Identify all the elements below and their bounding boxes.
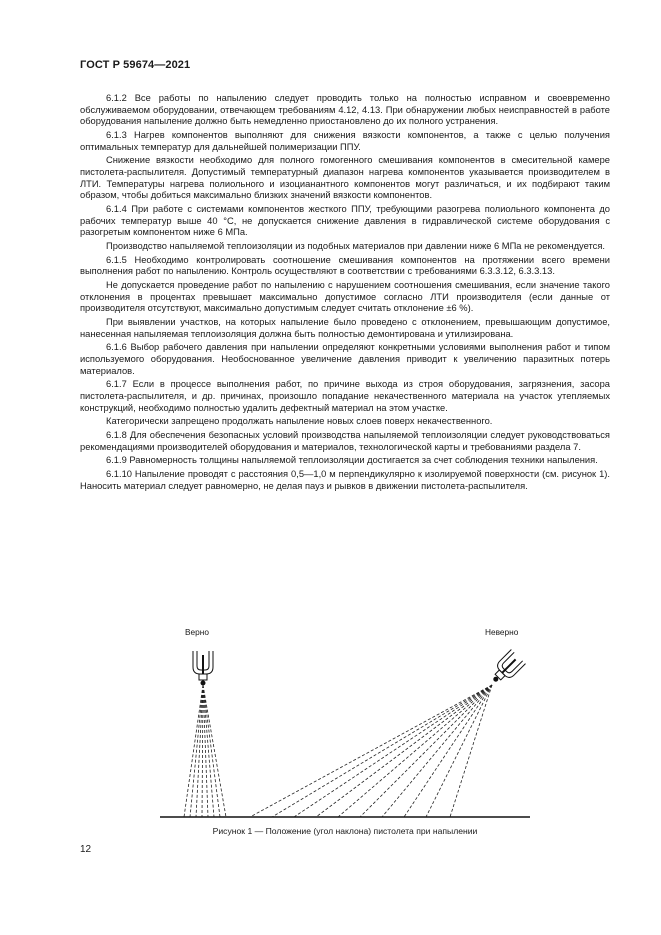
spray-cone-incorrect	[250, 685, 492, 817]
label-correct: Верно	[185, 627, 209, 637]
body-text	[80, 93, 610, 495]
figure-spray-angle	[80, 622, 610, 832]
figure-caption: Рисунок 1 — Положение (угол наклона) пистолета при напылении	[212, 826, 478, 836]
paragraph-viscosity: Снижение вязкости необходимо для полного гомогенного смешивания компонентов в смесительной камере пистолета-распылителя. Допустимый температурный диапазон нагрева компонентов указывается производителем в ЛТИ. Температуры нагрева полиольного и изоцианантного компонентов могут различаться, и их подбирают таким образом, чтобы добиться максимально близких значений вязкости компонентов.	[80, 155, 610, 201]
paragraph-6-1-6: 6.1.6 Выбор рабочего давления при напылении определяют конкретными условиями выполнения работ и типом используемого оборудования. Необоснованное увеличение давления приводит к увеличению паразитных потерь материалов.	[80, 342, 610, 376]
paragraph-low-pressure: Производство напыляемой теплоизоляции из подобных материалов при давлении ниже 6 МПа не рекомендуется.	[106, 240, 606, 251]
spray-diagram	[80, 622, 610, 832]
spray-cone-correct	[184, 685, 226, 817]
paragraph-prohibition: Категорически запрещено продолжать напыление новых слоев поверх некачественного.	[106, 416, 493, 427]
paragraph-6-1-2: 6.1.2 Все работы по напылению следует проводить только на полностью исправном и своевременно обслуживаемом оборудовании, отвечающем требованиям 4.12, 4.13. При обнаружении любых неисправностей в работе оборудования напыление должно быть немедленно приостановлено до их полного устранения.	[80, 93, 610, 127]
paragraph-6-1-5: 6.1.5 Необходимо контролировать соотношение смешивания компонентов на протяжении всего времени выполнения работ по напылению. Контроль осуществляют в соответствии с требованиями 6.3.3.12, 6.3.3.13.	[80, 254, 610, 277]
paragraph-6-1-8: 6.1.8 Для обеспечения безопасных условий производства напыляемой теплоизоляции следует руководствоваться рекомендациями производителей оборудования и материалов, технологической карты и требованиями раздела 7.	[80, 430, 610, 452]
paragraph-defect-areas: При выявлении участков, на которых напыление было проведено с отклонением, превышающим допустимое, нанесенная напыляемая теплоизоляция должна быть полностью демонтирована и утилизирована.	[80, 317, 610, 339]
paragraph-6-1-4: 6.1.4 При работе с системами компонентов жесткого ППУ, требующими разогрева полиольного компонента до рабочих температур выше 40 °С, не допускается снижение давления в гидравлической системе оборудования с разогретым компонентом ниже 6 МПа.	[80, 203, 610, 238]
paragraph-6-1-10: 6.1.10 Напыление проводят с расстояния 0,5—1,0 м перпендикулярно к изолируемой поверхности (см. рисунок 1). Наносить материал следует равномерно, не делая пауз и рывков в движении пистолета-распылителя.	[80, 469, 610, 491]
paragraph-6-1-3: 6.1.3 Нагрев компонентов выполняют для снижения вязкости компонентов, а также с целью получения оптимальных температур для дальнейшей полимеризации ППУ.	[80, 129, 610, 152]
spray-gun-incorrect	[487, 649, 525, 687]
label-incorrect: Неверно	[485, 627, 519, 637]
spray-gun-correct	[193, 651, 213, 685]
page-number: 12	[80, 844, 92, 855]
paragraph-6-1-9: 6.1.9 Равномерность толщины напыляемой теплоизоляции достигается за счет соблюдения техники напыления.	[106, 455, 598, 466]
paragraph-6-1-7: 6.1.7 Если в процессе выполнения работ, по причине выхода из строя оборудования, загрязнения, засора пистолета-распылителя, и др. причинах, произошло попадание некачественного материала на участок утепляемых конструкций, необходимо полностью удалить дефектный материал на этом участке.	[80, 379, 610, 413]
paragraph-ratio-deviation: Не допускается проведение работ по напылению с нарушением соотношения смешивания, если значение такого отклонения в процентах превышает максимально допустимое согласно ЛТИ производителя (если данные от производителя отсутствуют, максимально допустимым следует считать отклонение ±6 %).	[80, 280, 610, 314]
document-id: ГОСТ Р 59674—2021	[80, 59, 191, 71]
